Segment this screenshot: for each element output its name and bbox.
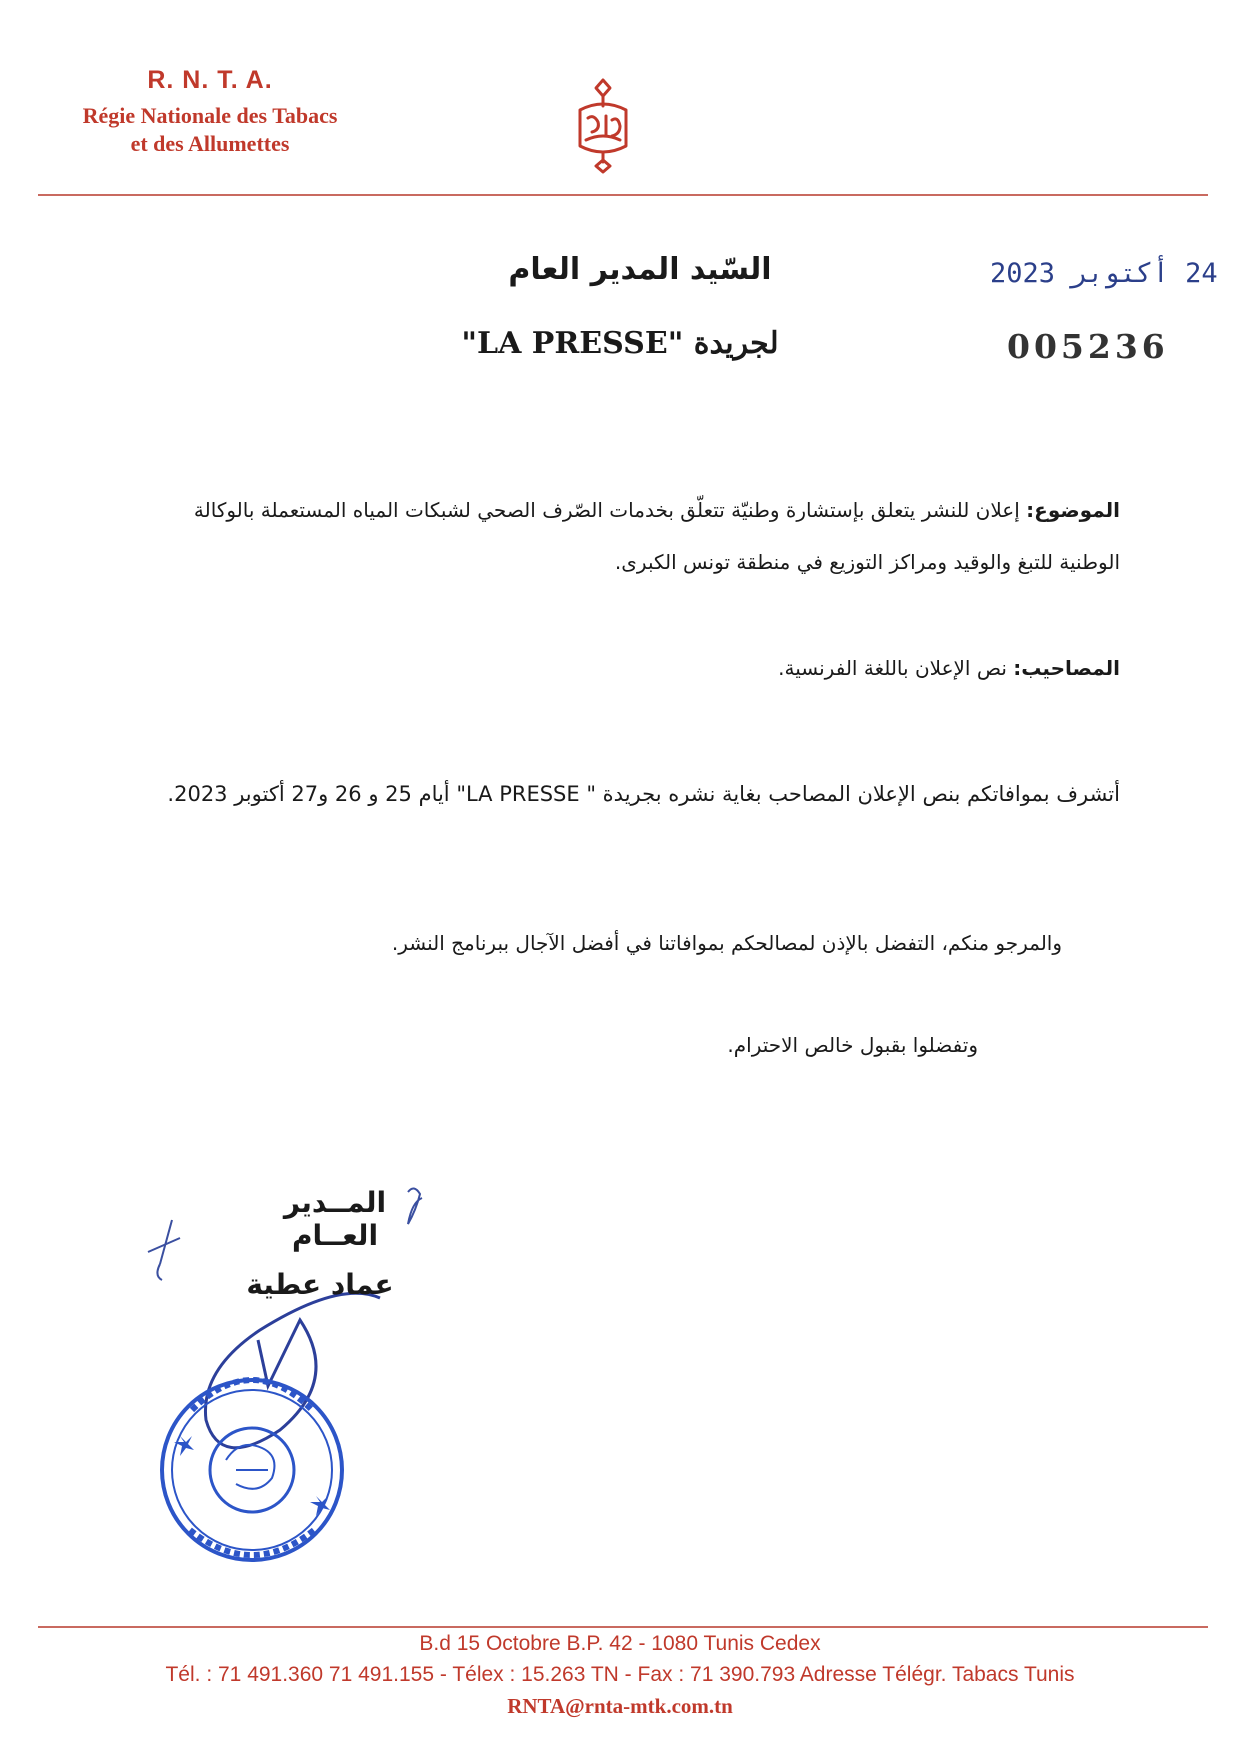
signatory-title: المــدير العــام xyxy=(283,1186,387,1252)
footer-address: B.d 15 Octobre B.P. 42 - 1080 Tunis Cedex xyxy=(419,1632,821,1655)
rnta-logo-icon xyxy=(560,76,646,176)
date-stamp: 24 أكتوبر 2023 xyxy=(990,258,1218,289)
org-abbreviation: R. N. T. A. xyxy=(147,66,273,94)
footer-divider xyxy=(38,1626,1208,1628)
signatory-name: عماد عطية xyxy=(246,1268,394,1301)
org-name-line2: et des Allumettes xyxy=(130,131,290,156)
subject-text: إعلان للنشر يتعلق بإستشارة وطنيّة تتعلّق بخدمات الصّرف الصحي لشبكات المياه المستعملة بالوكالة الوطنية للتبغ والوقيد ومراكز التوزيع في منطقة تونس الكبرى. xyxy=(193,498,1120,574)
body-paragraph-2: والمرجو منكم، التفضل بالإذن لمصالحكم بموافاتنا في أفضل الآجال ببرنامج النشر. xyxy=(391,931,1062,955)
recipient-title: السّيد المدير العام xyxy=(508,252,772,287)
org-name-line1: Régie Nationale des Tabacs xyxy=(82,103,338,128)
closing-paragraph: وتفضلوا بقبول خالص الاحترام. xyxy=(727,1033,978,1057)
footer-email: RNTA@rnta-mtk.com.tn xyxy=(507,1694,733,1718)
footer-contacts: Tél. : 71 491.360 71 491.155 - Télex : 15.263 TN - Fax : 71 390.793 Adresse Télégr. Tabacs Tunis xyxy=(165,1663,1075,1686)
subject-label: الموضوع: xyxy=(1026,498,1120,522)
attachment-paragraph xyxy=(160,642,1120,694)
attachment-label: المصاحيب: xyxy=(1013,656,1120,680)
reference-number: 005236 xyxy=(1007,327,1169,366)
body-paragraph-1: أتشرف بموافاتكم بنص الإعلان المصاحب بغاية نشره بجريدة " LA PRESSE" أيام 25 و 26 و27 أكتوبر 2023. xyxy=(167,782,1120,806)
recipient-newspaper: لجريدة "LA PRESSE" xyxy=(461,326,779,361)
attachment-text: نص الإعلان باللغة الفرنسية. xyxy=(778,656,1014,680)
header-divider xyxy=(38,194,1208,196)
subject-paragraph xyxy=(160,484,1120,588)
